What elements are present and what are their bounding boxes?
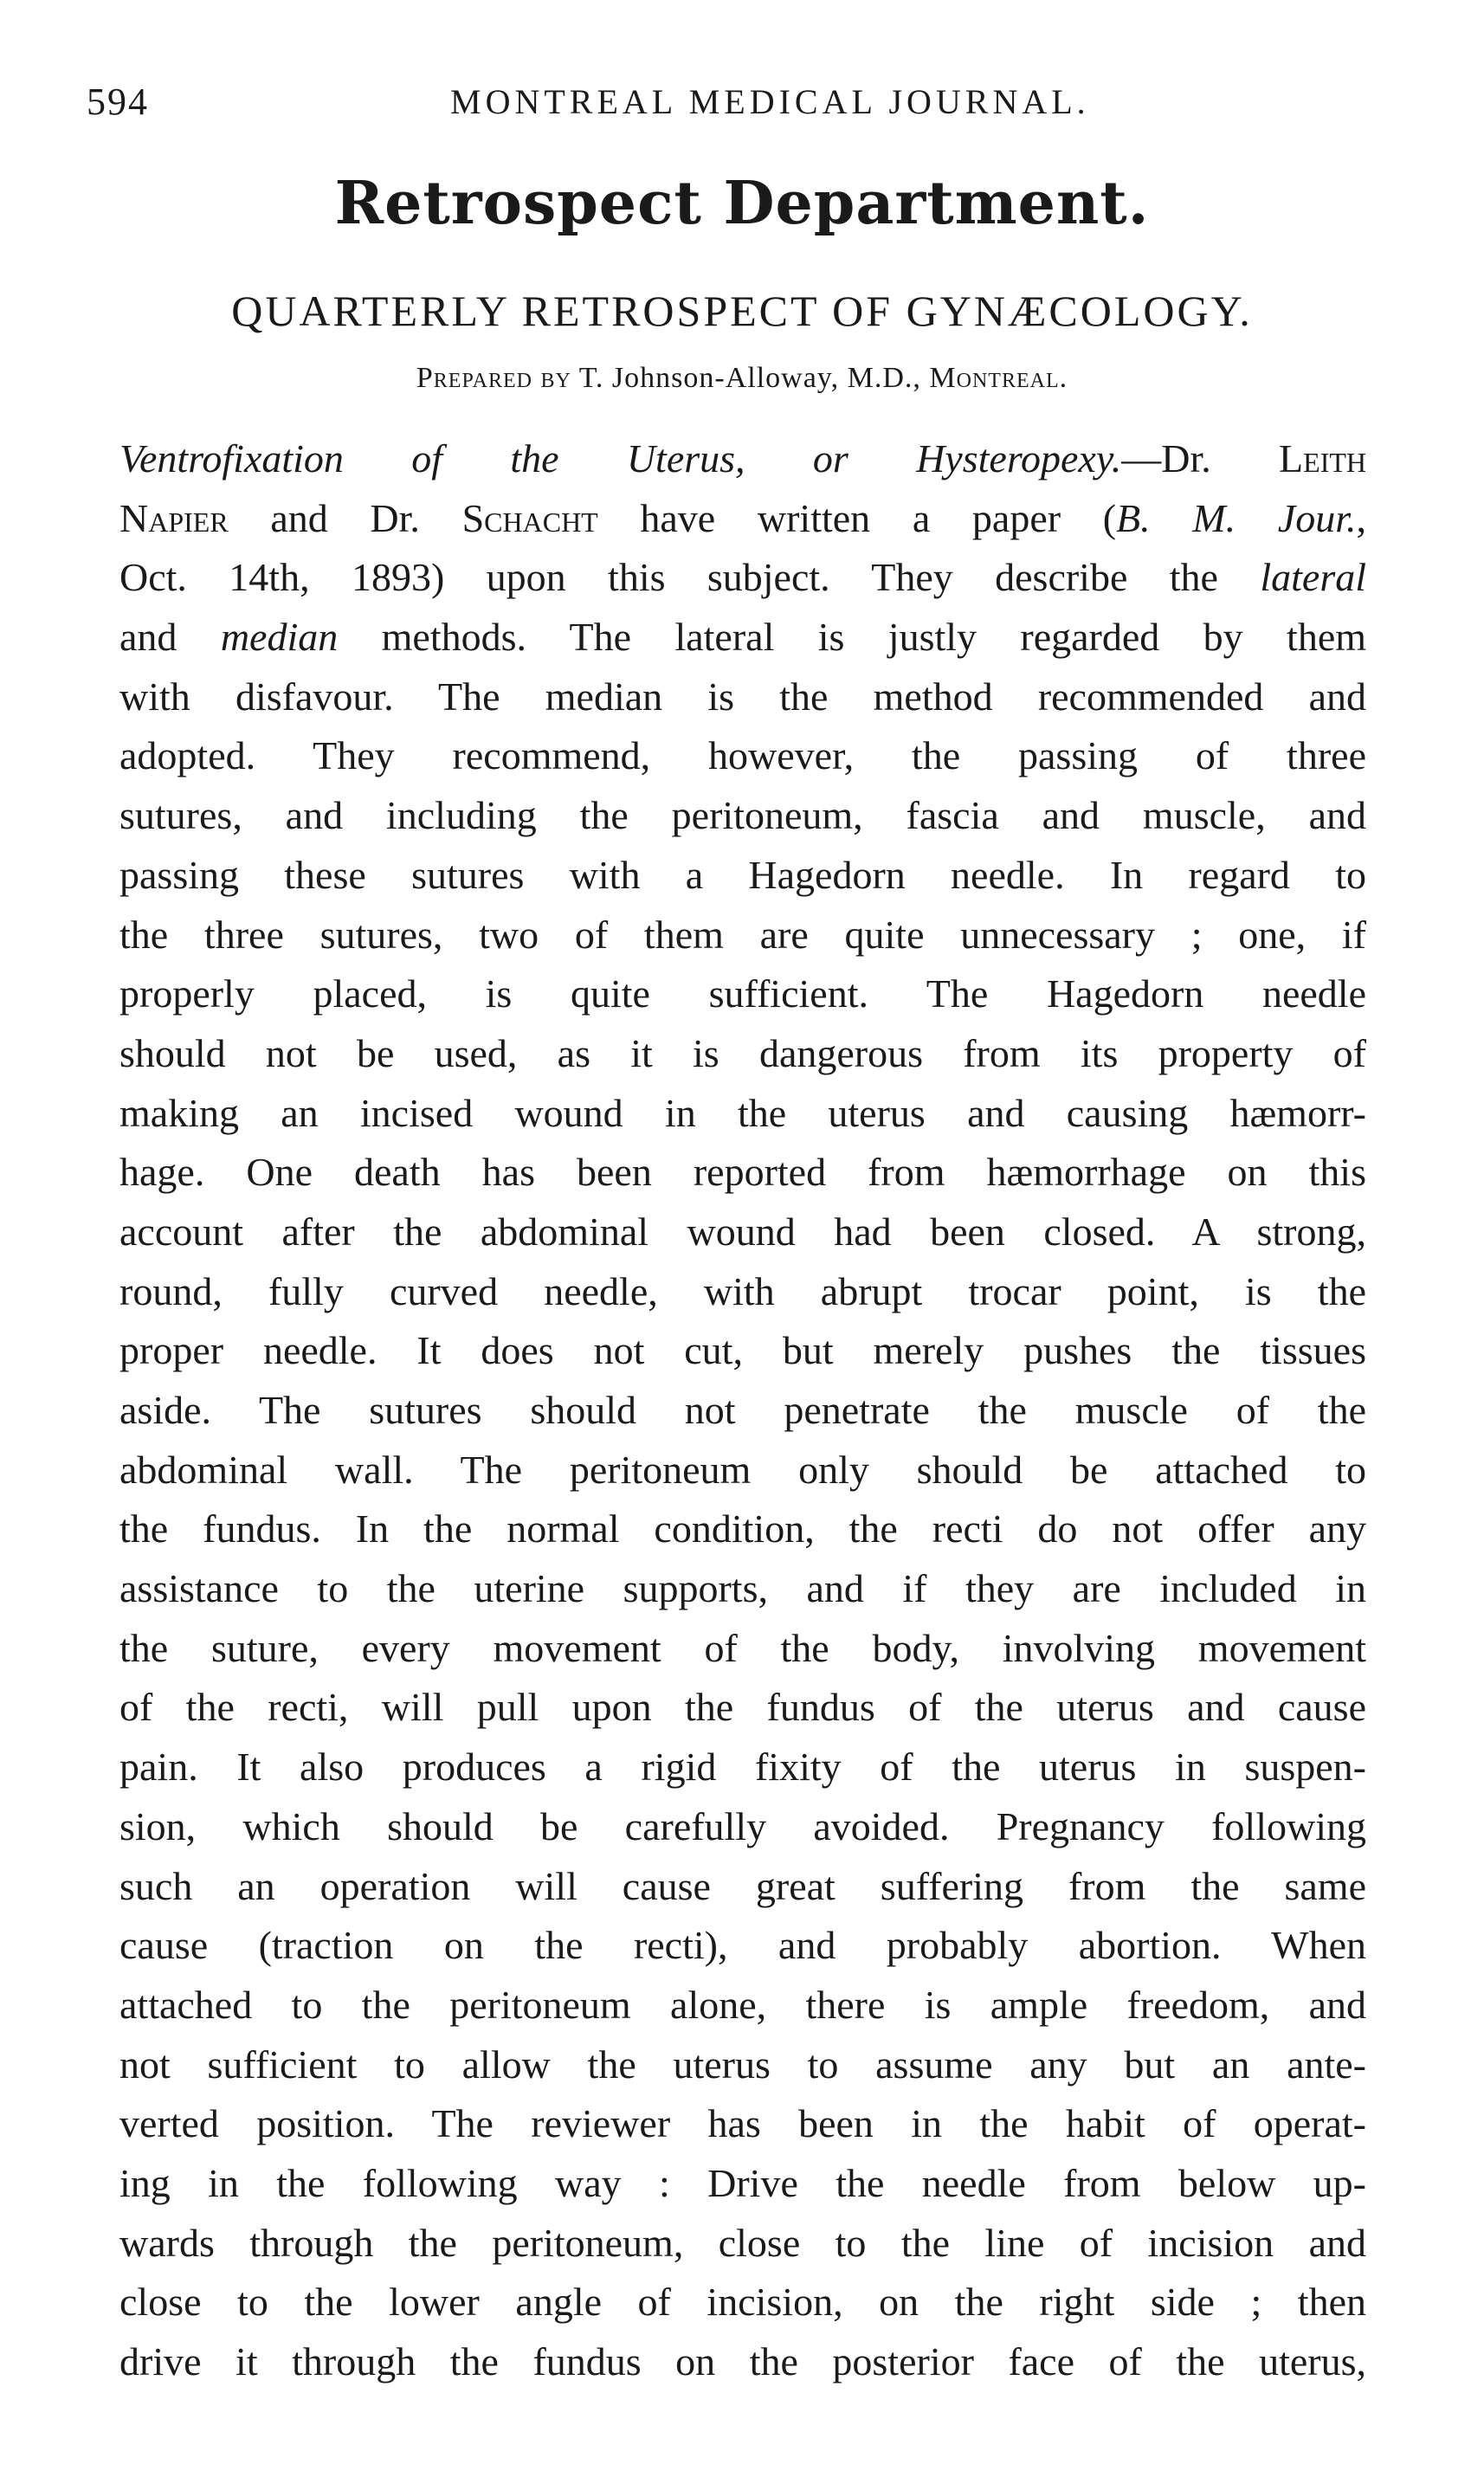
body-text [119,429,1366,2392]
text-line: aside. The sutures should not penetrate the muscle of the [119,1388,1366,1432]
emphasis: median [220,615,339,660]
running-head [87,80,1403,132]
text-line [119,548,1366,608]
text-span: and [119,615,177,660]
text-span: methods. The lateral is justly regarded by them [381,615,1366,660]
text-line: drive it through the fundus on the posterior face of the uterus, [119,2339,1366,2384]
text-line: properly placed, is quite sufficient. The Hagedorn needle [119,971,1366,1016]
text-line: passing these sutures with a Hagedorn needle. In regard to [119,852,1366,897]
text-line: not sufficient to allow the uterus to assume any but an ante- [119,2042,1366,2087]
text-line: with disfavour. The median is the method recommended and [119,674,1366,719]
text-line [119,489,1366,549]
text-line: making an incised wound in the uterus and causing hæmorr- [119,1090,1366,1135]
text-line: abdominal wall. The peritoneum only should be attached to [119,1447,1366,1492]
text-span: —Dr. [1121,436,1211,481]
page-number: 594 [87,81,149,123]
text-span: have written a paper ( [640,495,1117,540]
text-line: ing in the following way : Drive the needle from below up- [119,2160,1366,2205]
text-line: sutures, and including the peritoneum, fascia and muscle, and [119,793,1366,838]
text-line: the suture, every movement of the body, involving movement [119,1625,1366,1670]
text-line: hage. One death has been reported from hæmorrhage on this [119,1150,1366,1195]
text-line: verted position. The reviewer has been in the habit of operat- [119,2101,1366,2146]
text-line: such an operation will cause great suffering from the same [119,1863,1366,1908]
article-title: QUARTERLY RETROSPECT OF GYNÆCOLOGY. [231,287,1253,335]
author-name: Leith [1279,436,1366,481]
section-title: Retrospect Department. [334,169,1150,238]
text-line: should not be used, as it is dangerous from its property of [119,1030,1366,1075]
text-line: adopted. They recommend, however, the passing of three [119,733,1366,778]
text-line: pain. It also produces a rigid fixity of the uterus in suspen- [119,1745,1366,1790]
text-line: account after the abdominal wound had been closed. A strong, [119,1209,1366,1254]
byline-location: Montreal. [929,362,1068,394]
text-line [119,429,1366,489]
journal-reference: B. M. Jour. [1116,495,1357,540]
topic-title: Ventrofixation of the Uterus, or Hysteropexy. [119,436,1122,481]
text-line: wards through the peritoneum, close to the line of incision and [119,2220,1366,2265]
paragraph-lines [119,668,1366,2392]
author-name: Schacht [461,495,598,540]
text-line: the fundus. In the normal condition, the recti do not offer any [119,1506,1366,1551]
text-line [119,608,1366,668]
text-line: attached to the peritoneum alone, there is ample freedom, and [119,1982,1366,2027]
text-line: round, fully curved needle, with abrupt trocar point, is the [119,1268,1366,1313]
byline-author: T. Johnson-Alloway, M.D., [578,362,921,394]
text-span: , [1356,495,1366,540]
text-line: assistance to the uterine supports, and if they are included in [119,1566,1366,1611]
text-line: of the recti, will pull upon the fundus of the uterus and cause [119,1685,1366,1730]
author-name: Napier [119,495,229,540]
text-line: cause (traction on the recti), and probably abortion. When [119,1923,1366,1968]
text-line: sion, which should be carefully avoided. Pregnancy following [119,1803,1366,1848]
text-span: and Dr. [270,495,420,540]
text-line: proper needle. It does not cut, but merely pushes the tissues [119,1328,1366,1373]
text-span: Oct. 14th, 1893) upon this subject. They describe the [119,555,1218,600]
byline-prefix: Prepared by [416,362,571,394]
emphasis: lateral [1260,555,1366,600]
text-line: the three sutures, two of them are quite unnecessary ; one, if [119,912,1366,957]
text-line: close to the lower angle of incision, on the right side ; then [119,2280,1366,2325]
journal-title: MONTREAL MEDICAL JOURNAL. [450,82,1090,121]
byline [0,362,1484,395]
